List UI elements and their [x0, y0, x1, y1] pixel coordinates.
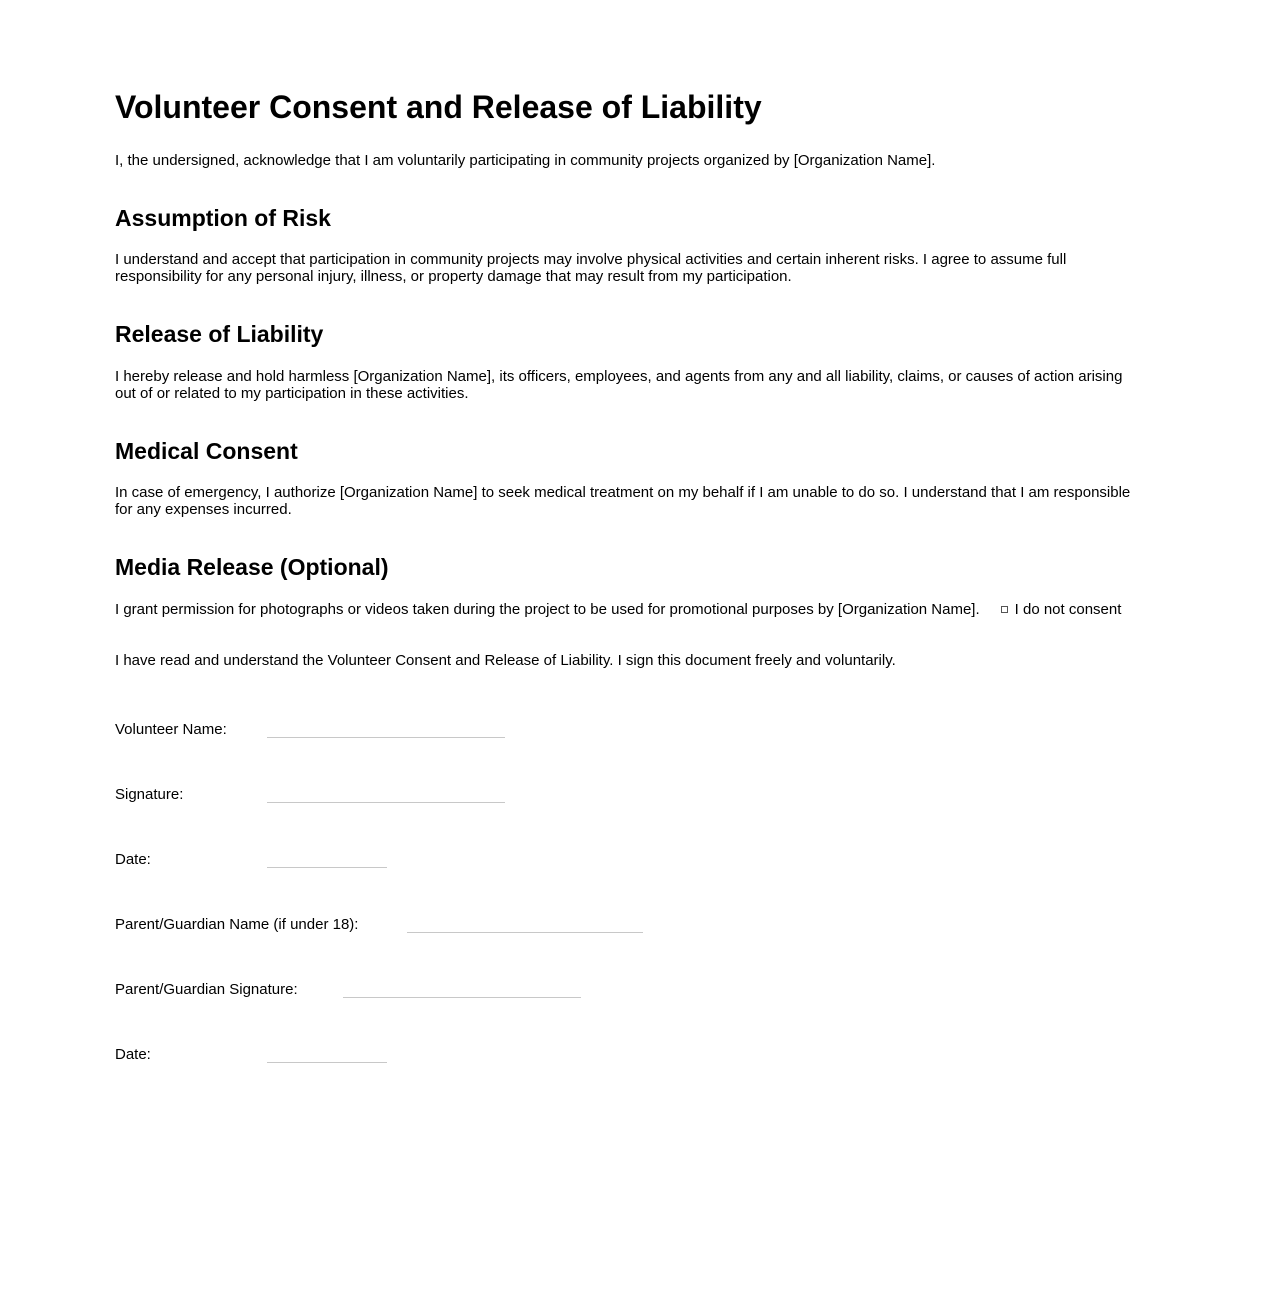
signature-area [115, 721, 1135, 1064]
section-heading: Media Release (Optional) [115, 554, 389, 581]
do-not-consent-label: I do not consent [1014, 600, 1122, 618]
section-heading: Medical Consent [115, 437, 298, 464]
intro-paragraph: I, the undersigned, acknowledge that I am voluntarily participating in community projects organized by [Organization Name]. [115, 151, 936, 169]
field-row-parent-guardian-signature [115, 981, 1135, 999]
signature-label: Signature: [115, 785, 184, 803]
section-heading: Assumption of Risk [115, 204, 331, 231]
section-heading: Release of Liability [115, 321, 324, 348]
date-label: Date: [115, 850, 151, 868]
parent-guardian-name-line[interactable] [407, 921, 643, 933]
parent-guardian-signature-line[interactable] [343, 986, 581, 998]
date-line-2[interactable] [267, 1051, 387, 1063]
field-row-signature [115, 786, 1135, 804]
section-release-of-liability [115, 321, 1135, 401]
volunteer-name-label: Volunteer Name: [115, 720, 227, 738]
field-row-date [115, 851, 1135, 869]
date-label: Date: [115, 1045, 151, 1063]
parent-guardian-name-label: Parent/Guardian Name (if under 18): [115, 915, 359, 933]
do-not-consent-checkbox[interactable] [1001, 606, 1008, 613]
section-body [115, 601, 1135, 618]
date-line[interactable] [267, 856, 387, 868]
document-title: Volunteer Consent and Release of Liability [115, 89, 762, 125]
section-body: I understand and accept that participation in community projects may involve physical activities and certain inherent risks. I agree to assume full responsibility for any personal injury, illness, or property damage that may result from my participation. [115, 251, 1067, 286]
field-row-date-2 [115, 1046, 1135, 1064]
section-assumption-of-risk [115, 205, 1135, 285]
section-media-release [115, 554, 1135, 617]
field-row-volunteer-name [115, 721, 1135, 739]
parent-guardian-signature-label: Parent/Guardian Signature: [115, 980, 298, 998]
field-row-parent-guardian-name [115, 916, 1135, 934]
signature-line[interactable] [267, 791, 505, 803]
section-body: In case of emergency, I authorize [Organization Name] to seek medical treatment on my behalf if I am unable to do so. I understand that I am responsible for any expenses incurred. [115, 484, 1131, 519]
acknowledgement-paragraph: I have read and understand the Volunteer Consent and Release of Liability. I sign this document freely and voluntarily. [115, 651, 896, 669]
section-body: I hereby release and hold harmless [Organization Name], its officers, employees, and agents from any and all liability, claims, or causes of action arising out of or related to my participation in these activities. [115, 367, 1123, 402]
section-medical-consent [115, 438, 1135, 518]
media-release-text: I grant permission for photographs or videos taken during the project to be used for promotional purposes by [Organization Name]. [115, 600, 980, 618]
volunteer-name-line[interactable] [267, 726, 505, 738]
